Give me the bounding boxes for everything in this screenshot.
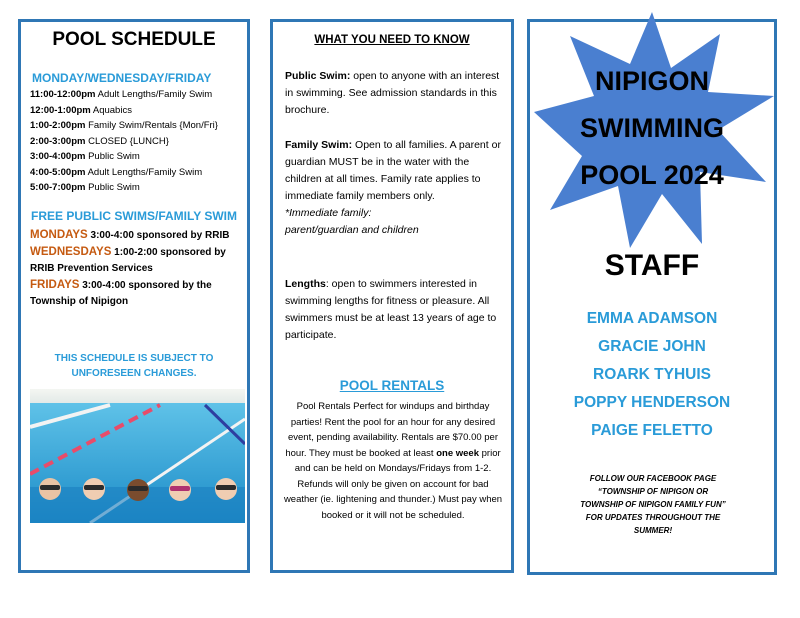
schedule-row: 12:00-1:00pm Aquabics [30,104,132,116]
info-title: WHAT YOU NEED TO KNOW [314,34,470,46]
staff-name: POPPY HENDERSON [573,394,731,411]
facebook-note: FOLLOW OUR FACEBOOK PAGE “TOWNSHIP OF NIPIGON OR TOWNSHIP OF NIPIGON FAMILY FUN” FOR UPDATES THROUGHOUT THE SUMMER! [580,474,726,535]
info-panel [270,19,514,573]
schedule-note: THIS SCHEDULE IS SUBJECT TO UNFORESEEN CHANGES. [54,353,214,379]
schedule-row: 3:00-4:00pm Public Swim [30,151,140,162]
free-swim-item: FRIDAYS 3:00-4:00 sponsored by the Township of Nipigon [30,279,212,307]
schedule-panel [18,19,250,573]
staff-heading: STAFF [604,249,700,282]
free-swims-heading: FREE PUBLIC SWIMS/FAMILY SWIM [30,209,237,223]
schedule-row: 1:00-2:00pm Family Swim/Rentals {Mon/Fri} [30,120,218,131]
cover-title: NIPIGON SWIMMING POOL 2024 [580,66,724,190]
schedule-days-heading: MONDAY/WEDNESDAY/FRIDAY [32,71,212,85]
schedule-list [30,87,218,196]
staff-name: EMMA ADAMSON [586,310,718,327]
pool-photo [30,389,245,523]
rentals-text: Pool Rentals Perfect for windups and birthday parties! Rent the pool for an hour for any desired event, pending availability. Rentals are $70.00 per hour. They must be booked at least one week prior and can be held on Mondays/Fridays from 1-2. Refunds will only be given on account for bad weather (ie. lightening and thunder.) Must pay when booked or it will not be scheduled. [283,401,503,521]
public-swim-text: Public Swim: open to anyone with an interest in swimming. See admission standards in this brochure. [285,70,500,116]
schedule-row: 2:00-3:00pm CLOSED {LUNCH} [30,135,169,147]
schedule-row: 5:00-7:00pm Public Swim [30,182,140,193]
free-swim-item: WEDNESDAYS 1:00-2:00 sponsored by RRIB Prevention Services [30,246,226,274]
staff-name: ROARK TYHUIS [593,366,711,383]
staff-name: GRACIE JOHN [598,338,706,355]
staff-list [530,305,774,445]
lengths-text: Lengths: open to swimmers interested in swimming lengths for fitness or pleasure. All swimmers must be at least 13 years of age to participate. [285,278,497,341]
family-swim-text: Family Swim: Open to all families. A parent or guardian MUST be in the water with the children at all times. Family rate applies to immediate family members only. *Immediate family: parent/guardian and children [285,139,501,236]
schedule-title: POOL SCHEDULE [52,29,216,50]
rentals-title: POOL RENTALS [339,378,445,393]
free-swims-list [30,227,245,310]
free-swim-item: MONDAYS 3:00-4:00 sponsored by RRIB [30,229,230,241]
staff-name: PAIGE FELETTO [591,422,713,439]
schedule-row: 4:00-5:00pm Adult Lengths/Family Swim [30,166,203,178]
cover-panel [527,19,777,575]
schedule-row: 11:00-12:00pm Adult Lengths/Family Swim [30,89,213,100]
